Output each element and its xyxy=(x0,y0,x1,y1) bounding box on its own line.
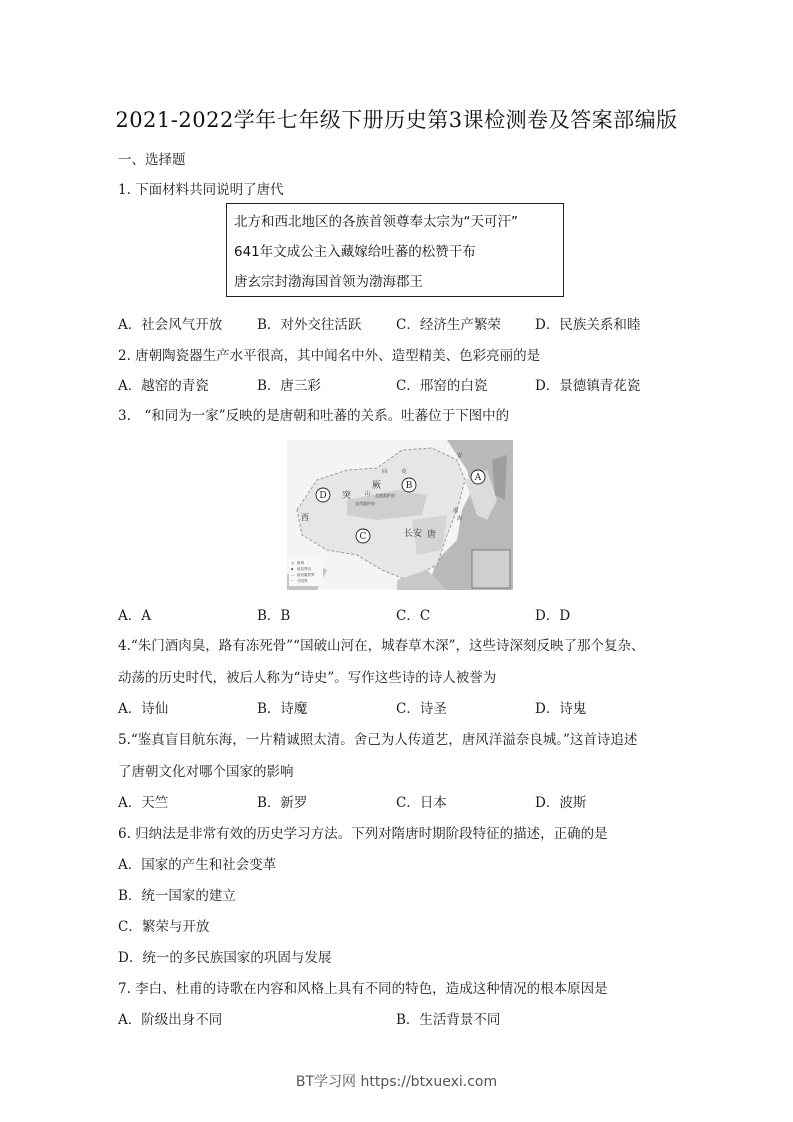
option-c[interactable]: C．诗圣 xyxy=(396,701,447,717)
svg-text:—: — xyxy=(291,573,295,577)
option-b[interactable]: B．唐三彩 xyxy=(257,378,321,394)
option-a[interactable]: A．国家的产生和社会变革 xyxy=(118,857,277,873)
svg-text:今国界: 今国界 xyxy=(297,579,308,583)
option-b[interactable]: B．B xyxy=(257,608,291,624)
svg-text:▪: ▪ xyxy=(291,567,294,571)
option-d[interactable]: D．景德镇青花瓷 xyxy=(535,378,641,394)
document-title: 2021-2022学年七年级下册历史第3课检测卷及答案部编版 xyxy=(115,108,678,132)
option-c[interactable]: C．C xyxy=(396,608,431,624)
option-d[interactable]: D．波斯 xyxy=(535,795,587,811)
option-a[interactable]: A．社会风气开放 xyxy=(118,317,223,333)
svg-text:长安: 长安 xyxy=(404,529,423,539)
option-a[interactable]: A．越窑的青瓷 xyxy=(118,378,209,394)
map-graphic xyxy=(287,440,513,590)
option-a[interactable]: A．天竺 xyxy=(118,795,169,811)
option-d[interactable]: D．D xyxy=(535,608,571,624)
question-1-stem: 1. 下面材料共同说明了唐代 xyxy=(118,182,284,198)
option-a[interactable]: A．诗仙 xyxy=(118,701,169,717)
section-heading: 一、选择题 xyxy=(118,152,186,168)
question-4-stem-line-2: 动荡的历史时代，被后人称为“诗史”。写作这些诗的诗人被誉为 xyxy=(118,670,497,686)
marker-c: C xyxy=(359,532,367,542)
option-b[interactable]: B．新罗 xyxy=(257,795,308,811)
svg-text:都城: 都城 xyxy=(297,561,304,565)
marker-b: B xyxy=(405,481,413,491)
option-c[interactable]: C．繁荣与开放 xyxy=(118,919,210,935)
tang-dynasty-map xyxy=(287,440,513,590)
question-7-stem: 7. 李白、杜甫的诗歌在内容和风格上具有不同的特色，造成这种情况的根本原因是 xyxy=(118,981,608,997)
option-c[interactable]: C．邢窑的白瓷 xyxy=(396,378,488,394)
material-line-2: 641年文成公主入藏嫁给吐蕃的松赞干布 xyxy=(234,244,476,260)
footer-watermark: BT学习网 https://btxuexi.com xyxy=(295,1074,498,1090)
option-c[interactable]: C．日本 xyxy=(396,795,447,811)
question-6-stem: 6. 归纳法是非常有效的历史学习方法。下列对隋唐时期阶段特征的描述，正确的是 xyxy=(118,826,608,842)
svg-text:山: 山 xyxy=(365,491,371,497)
svg-text:政权疆界界: 政权疆界界 xyxy=(297,573,315,577)
option-c[interactable]: C．经济生产繁荣 xyxy=(396,317,501,333)
svg-text:西: 西 xyxy=(301,513,309,522)
svg-text:政权界线: 政权界线 xyxy=(297,567,311,571)
question-5-stem-line-1: 5.“鉴真盲目航东海，一片精诚照太清。舍己为人传道艺，唐风洋溢奈良城。”这首诗追述 xyxy=(118,732,638,748)
svg-text:北庭都护府: 北庭都护府 xyxy=(375,493,395,498)
question-5-stem-line-2: 了唐朝文化对哪个国家的影响 xyxy=(118,764,294,780)
option-d[interactable]: D．统一的多民族国家的巩固与发展 xyxy=(118,950,332,966)
option-b[interactable]: B．诗魔 xyxy=(257,701,308,717)
option-d[interactable]: D．民族关系和睦 xyxy=(535,317,641,333)
material-line-3: 唐玄宗封渤海国首领为渤海郡王 xyxy=(234,274,423,290)
svg-text:安西都护府: 安西都护府 xyxy=(355,501,375,506)
question-3-stem: 3. “和同为一家”反映的是唐朝和吐蕃的关系。吐蕃位于下图中的 xyxy=(118,408,510,424)
question-1-material-box xyxy=(226,203,564,297)
option-a[interactable]: A．A xyxy=(118,608,151,624)
svg-text:渤: 渤 xyxy=(453,508,459,514)
question-2-stem: 2. 唐朝陶瓷器生产水平很高，其中闻名中外、造型精美、色彩亮丽的是 xyxy=(118,348,541,364)
marker-d: D xyxy=(319,491,327,501)
material-line-1: 北方和西北地区的各族首领尊奉太宗为“天可汗” xyxy=(234,214,518,230)
option-a[interactable]: A．阶级出身不同 xyxy=(118,1012,223,1028)
svg-text:~: ~ xyxy=(291,579,294,583)
svg-text:突: 突 xyxy=(342,491,352,501)
marker-a: A xyxy=(474,473,482,483)
question-4-stem-line-1: 4.“朱门酒肉臭，路有冻死骨”“国破山河在，城春草木深”，这些诗深刻反映了那个复杂、 xyxy=(118,638,645,654)
svg-text:安: 安 xyxy=(457,453,463,459)
svg-text:纥: 纥 xyxy=(402,469,408,475)
svg-text:◎: ◎ xyxy=(291,561,295,565)
svg-text:回: 回 xyxy=(382,469,388,475)
option-b[interactable]: B．统一国家的建立 xyxy=(118,888,236,904)
svg-text:唐: 唐 xyxy=(427,530,437,540)
option-b[interactable]: B．生活背景不同 xyxy=(396,1012,501,1028)
option-b[interactable]: B．对外交往活跃 xyxy=(257,317,362,333)
svg-text:厥: 厥 xyxy=(372,481,382,491)
option-d[interactable]: D．诗鬼 xyxy=(535,701,587,717)
svg-text:海: 海 xyxy=(457,516,463,522)
